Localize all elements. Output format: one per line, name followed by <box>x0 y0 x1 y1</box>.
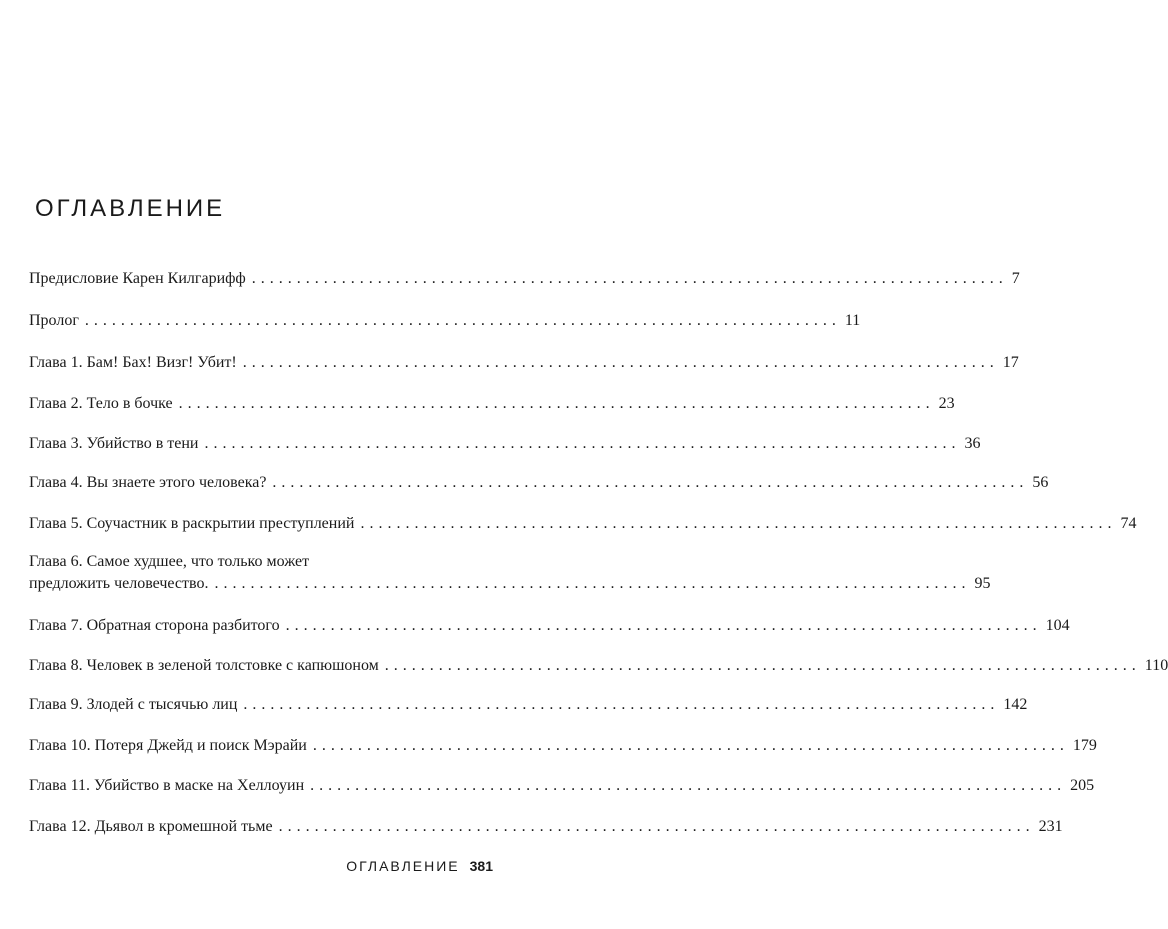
toc-entry-label-line2: предложить человечество. <box>29 575 209 592</box>
toc-entry <box>29 310 861 332</box>
footer-page-number: 381 <box>469 858 493 874</box>
dot-leader: .................................................................................... <box>84 312 841 329</box>
footer-section-title: ОГЛАВЛЕНИЕ <box>346 858 460 874</box>
toc-entry-label: Глава 11. Убийство в маске на Хеллоуин <box>29 777 305 794</box>
dot-leader: .................................................................................... <box>312 737 1069 754</box>
toc-entry <box>29 433 981 455</box>
toc-entry-label: Глава 10. Потеря Джейд и поиск Мэрайи <box>29 737 307 754</box>
dot-leader: .................................................................................... <box>310 777 1067 794</box>
toc-entry <box>29 816 1063 838</box>
toc-entry-page: 56 <box>1032 474 1049 491</box>
toc-entry <box>29 775 1095 797</box>
toc-entry-page: 104 <box>1045 617 1070 634</box>
toc-entry-label: Глава 5. Соучастник в раскрытии преступлений <box>29 515 355 532</box>
dot-leader: .................................................................................... <box>278 818 1035 835</box>
toc-entry-label: Глава 2. Тело в бочке <box>29 395 173 412</box>
toc-entry-page: 95 <box>974 575 991 592</box>
toc-entry <box>29 735 1097 757</box>
toc-entry <box>29 513 1137 535</box>
running-footer <box>346 858 493 874</box>
toc-entry-page: 36 <box>964 435 981 452</box>
toc-entry-label: Глава 4. Вы знаете этого человека? <box>29 474 267 491</box>
toc-entry-page: 110 <box>1144 657 1168 674</box>
toc-entry-page: 205 <box>1070 777 1095 794</box>
toc-entry-page: 74 <box>1120 515 1137 532</box>
page-title: ОГЛАВЛЕНИЕ <box>35 195 226 222</box>
dot-leader: .................................................................................... <box>384 657 1141 674</box>
toc-entry-label: Пролог <box>29 312 79 329</box>
toc-entry <box>29 352 1019 374</box>
dot-leader: .................................................................................... <box>242 354 999 371</box>
dot-leader: .................................................................................... <box>178 395 935 412</box>
toc-entry <box>29 268 1020 290</box>
dot-leader: .................................................................................... <box>360 515 1117 532</box>
toc-entry-page: 231 <box>1038 818 1063 835</box>
toc-entry-page: 23 <box>938 395 955 412</box>
toc-entry <box>29 472 1049 494</box>
toc-entry <box>29 551 991 595</box>
toc-entry <box>29 694 1028 716</box>
toc-entry-label: Предисловие Карен Килгарифф <box>29 270 246 287</box>
toc-entry-label: Глава 7. Обратная сторона разбитого <box>29 617 280 634</box>
dot-leader: .................................................................................... <box>285 617 1042 634</box>
toc-entry <box>29 393 955 415</box>
toc-entry-label: Глава 12. Дьявол в кромешной тьме <box>29 818 273 835</box>
toc-entry-page: 179 <box>1072 737 1097 754</box>
toc-entry <box>29 655 1168 677</box>
toc-entry-label: Глава 1. Бам! Бах! Визг! Убит! <box>29 354 237 371</box>
dot-leader: .................................................................................... <box>243 696 1000 713</box>
toc-entry-label: Глава 8. Человек в зеленой толстовке с капюшоном <box>29 657 379 674</box>
toc-entry <box>29 615 1070 637</box>
dot-leader: .................................................................................... <box>214 575 971 592</box>
toc-entry-label-line1: Глава 6. Самое худшее, что только может <box>29 553 310 570</box>
toc-entry-label: Глава 9. Злодей с тысячью лиц <box>29 696 238 713</box>
dot-leader: .................................................................................... <box>251 270 1008 287</box>
toc-entry-page: 7 <box>1011 270 1020 287</box>
dot-leader: .................................................................................... <box>204 435 961 452</box>
toc-entry-page: 11 <box>844 312 861 329</box>
toc-entry-label: Глава 3. Убийство в тени <box>29 435 199 452</box>
toc-entry-page: 142 <box>1003 696 1028 713</box>
toc-entry-page: 17 <box>1002 354 1019 371</box>
dot-leader: .................................................................................... <box>272 474 1029 491</box>
